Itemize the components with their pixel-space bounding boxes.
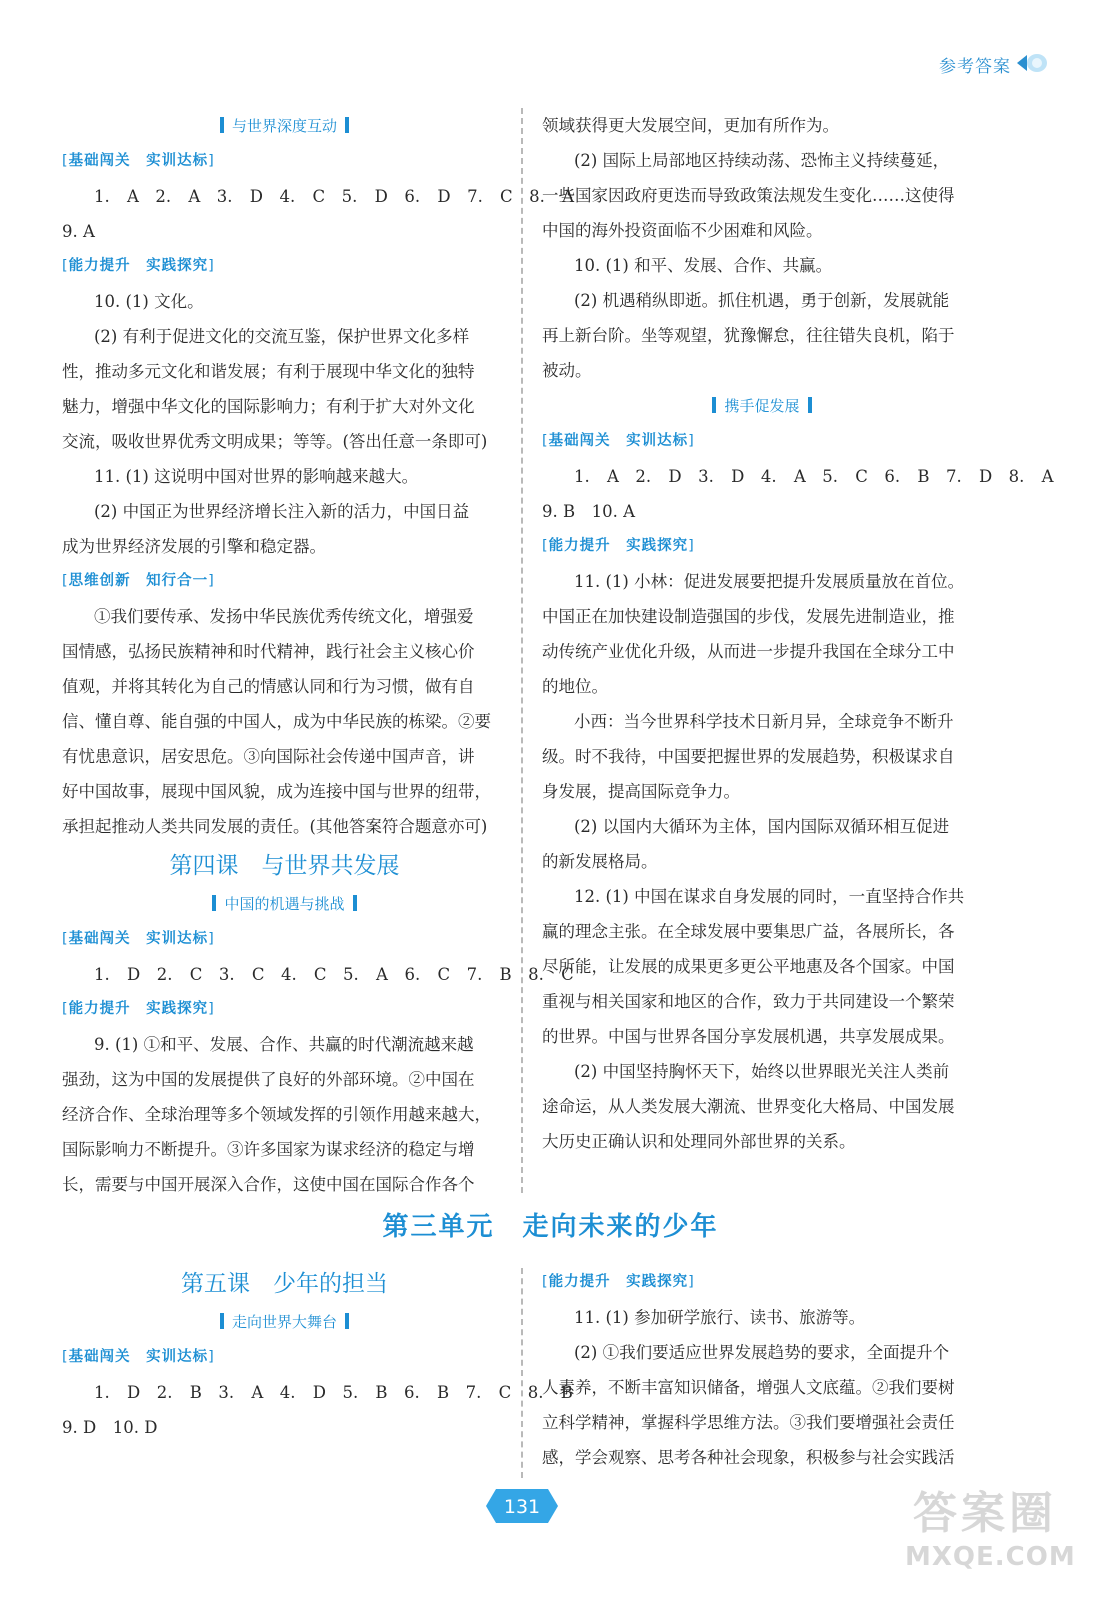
answers-row: 9. B 10. A (542, 502, 636, 521)
answer-line: 的地位。 (542, 677, 608, 696)
page-number-badge (486, 1487, 558, 1525)
answer-line: 的新发展格局。 (542, 852, 658, 871)
answers-row: 9. D 10. D (62, 1418, 158, 1437)
lesson-title: 第四课 与世界共发展 (169, 853, 400, 879)
section-heading: 中国的机遇与挑战 (62, 889, 507, 919)
answer-line: 小西：当今世界科学技术日新月异，全球竞争不断升 (574, 712, 954, 731)
answer-line: 魅力，增强中华文化的国际影响力；有利于扩大对外文化 (62, 397, 475, 416)
unit-title: 第三单元 走向未来的少年 (382, 1212, 719, 1242)
answer-line: 身发展，提高国际竞争力。 (542, 782, 740, 801)
tag-ability: [能力提升 实践探究] (542, 1274, 695, 1290)
answer-line: 好中国故事，展现中国风貌，成为连接中国与世界的纽带， (62, 782, 491, 801)
answer-line: 性，推动多元文化和谐发展；有利于展现中华文化的独特 (62, 362, 475, 381)
site-watermark (905, 1488, 1076, 1583)
tag-ability: [能力提升 实践探究] (62, 258, 215, 274)
answer-line: 11. (1) 参加研学旅行、读书、旅游等。 (574, 1308, 866, 1327)
answer-line: 信、懂自尊、能自强的中国人，成为中华民族的栋梁。②要 (62, 712, 491, 731)
answer-line: 经济合作、全球治理等多个领域发挥的引领作用越来越大， (62, 1105, 491, 1124)
answer-line: 10. (1) 和平、发展、合作、共赢。 (574, 256, 833, 275)
watermark-url: MXQE.COM (905, 1542, 1076, 1572)
answer-line: 11. (1) 小林：促进发展要把提升发展质量放在首位。 (574, 572, 965, 591)
tag-basic: [基础闯关 实训达标] (62, 1349, 215, 1365)
watermark-text: 答案圈 (913, 1488, 1057, 1539)
answer-line: 级。时不我待，中国要把握世界的发展趋势，积极谋求自 (542, 747, 955, 766)
bookmark-arrow-icon (1015, 52, 1049, 74)
answer-line: (2) ①我们要适应世界发展趋势的要求，全面提升个 (574, 1343, 950, 1362)
right-column (542, 108, 1054, 1159)
answers-row: 1. A 2. A 3. D 4. C 5. D 6. D 7. C 8. A (94, 187, 575, 206)
left-column-bottom (62, 1262, 573, 1445)
lesson-title: 第五课 少年的担当 (181, 1271, 388, 1297)
section-heading: 携手促发展 (542, 391, 982, 421)
answer-line: 途命运，从人类发展大潮流、世界变化大格局、中国发展 (542, 1097, 955, 1116)
answer-line: 领域获得更大发展空间，更加有所作为。 (542, 116, 839, 135)
answer-line: 的世界。中国与世界各国分享发展机遇，共享发展成果。 (542, 1027, 955, 1046)
answer-line: 承担起推动人类共同发展的责任。(其他答案符合题意亦可) (62, 817, 488, 836)
tag-basic: [基础闯关 实训达标] (62, 931, 215, 947)
answers-row: 1. A 2. D 3. D 4. A 5. C 6. B 7. D 8. A (574, 467, 1054, 486)
answer-line: 感，学会观察、思考各种社会现象，积极参与社会实践活 (542, 1448, 955, 1467)
answer-line: 10. (1) 文化。 (94, 292, 204, 311)
tag-ability: [能力提升 实践探究] (62, 1001, 215, 1017)
answer-line: 国情感，弘扬民族精神和时代精神，践行社会主义核心价 (62, 642, 475, 661)
right-column-bottom (542, 1265, 982, 1475)
answers-row: 9. A (62, 222, 95, 241)
answer-line: 值观，并将其转化为自己的情感认同和行为习惯，做有自 (62, 677, 475, 696)
answer-line: 11. (1) 这说明中国对世界的影响越来越大。 (94, 467, 419, 486)
tag-thinking: [思维创新 知行合一] (62, 573, 215, 589)
section-heading: 与世界深度互动 (62, 111, 507, 141)
answer-line: 一些国家因政府更迭而导致政策法规发生变化……这使得 (542, 186, 955, 205)
answer-line: 大历史正确认识和处理同外部世界的关系。 (542, 1132, 856, 1151)
answers-row: 1. D 2. C 3. C 4. C 5. A 6. C 7. B 8. C (94, 965, 574, 984)
answer-line: (2) 中国坚持胸怀天下，始终以世界眼光关注人类前 (574, 1062, 950, 1081)
answer-line: ①我们要传承、发扬中华民族优秀传统文化，增强爱 (94, 607, 474, 626)
answer-line: 长，需要与中国开展深入合作，这使中国在国际合作各个 (62, 1175, 475, 1194)
answer-line: 动传统产业优化升级，从而进一步提升我国在全球分工中 (542, 642, 955, 661)
answer-line: 立科学精神，掌握科学思维方法。③我们要增强社会责任 (542, 1413, 955, 1432)
answers-row: 1. D 2. B 3. A 4. D 5. B 6. B 7. C 8. B (94, 1383, 573, 1402)
answer-line: (2) 国际上局部地区持续动荡、恐怖主义持续蔓延， (574, 151, 950, 170)
answer-line: (2) 中国正为世界经济增长注入新的活力，中国日益 (94, 502, 470, 521)
answer-line: 交流，吸收世界优秀文明成果；等等。(答出任意一条即可) (62, 432, 488, 451)
section-heading: 走向世界大舞台 (62, 1307, 507, 1337)
column-divider-bottom (521, 1268, 523, 1478)
tag-basic: [基础闯关 实训达标] (542, 433, 695, 449)
header-label: 参考答案 (939, 57, 1011, 77)
answer-line: 尽所能，让发展的成果更多更公平地惠及各个国家。中国 (542, 957, 955, 976)
answer-line: 中国正在加快建设制造强国的步伐，发展先进制造业，推 (542, 607, 955, 626)
answer-line: 重视与相关国家和地区的合作，致力于共同建设一个繁荣 (542, 992, 955, 1011)
answer-line: 12. (1) 中国在谋求自身发展的同时，一直坚持合作共 (574, 887, 965, 906)
answer-line: (2) 以国内大循环为主体，国内国际双循环相互促进 (574, 817, 950, 836)
answer-line: (2) 机遇稍纵即逝。抓住机遇，勇于创新，发展就能 (574, 291, 950, 310)
tag-basic: [基础闯关 实训达标] (62, 153, 215, 169)
column-divider-top (521, 108, 523, 1193)
page-number: 131 (503, 1496, 541, 1518)
answer-line: 强劲，这为中国的发展提供了良好的外部环境。②中国在 (62, 1070, 475, 1089)
answer-line: 9. (1) ①和平、发展、合作、共赢的时代潮流越来越 (94, 1035, 474, 1054)
answer-line: 再上新台阶。坐等观望，犹豫懈怠，往往错失良机，陷于 (542, 326, 955, 345)
answer-line: 国际影响力不断提升。③许多国家为谋求经济的稳定与增 (62, 1140, 475, 1159)
answer-line: 被动。 (542, 361, 592, 380)
answer-line: 人素养，不断丰富知识储备，增强人文底蕴。②我们要树 (542, 1378, 955, 1397)
tag-ability: [能力提升 实践探究] (542, 538, 695, 554)
answer-line: 有忧患意识，居安思危。③向国际社会传递中国声音，讲 (62, 747, 475, 766)
answer-line: 赢的理念主张。在全球发展中要集思广益，各展所长，各 (542, 922, 955, 941)
answer-line: (2) 有利于促进文化的交流互鉴，保护世界文化多样 (94, 327, 470, 346)
answer-line: 成为世界经济发展的引擎和稳定器。 (62, 537, 326, 556)
answer-line: 中国的海外投资面临不少困难和风险。 (542, 221, 823, 240)
